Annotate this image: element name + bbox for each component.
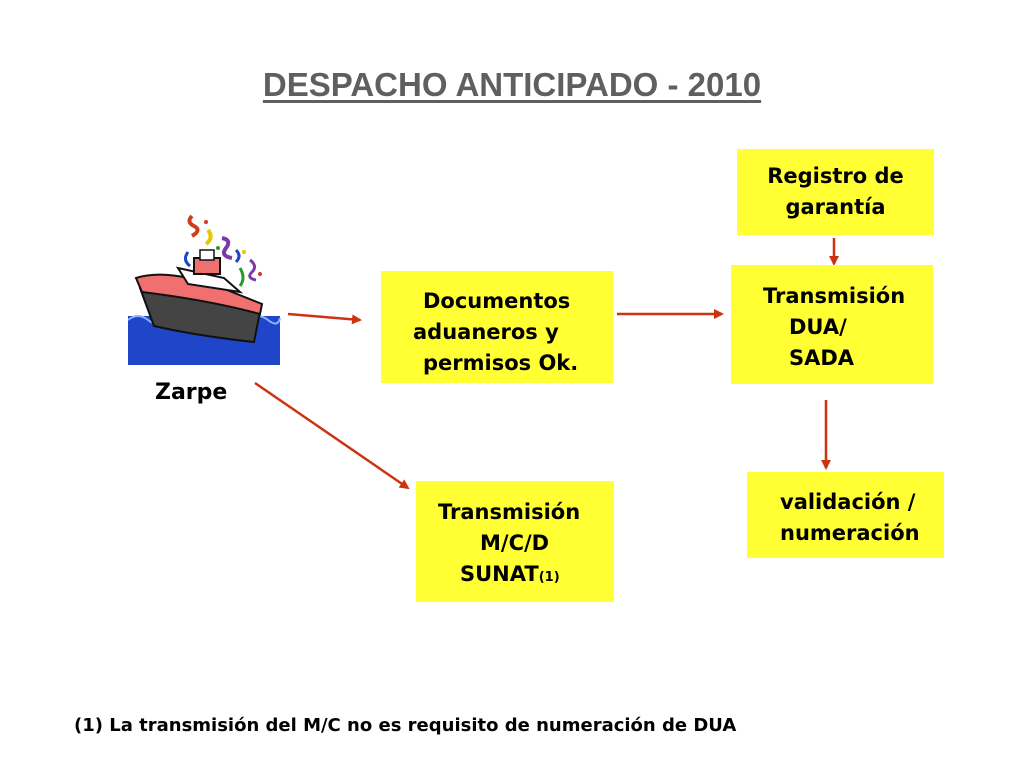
footnote-marker: (1): [538, 570, 560, 585]
validacion-line-2: numeración: [780, 521, 920, 545]
registro-box: [737, 149, 934, 235]
transmision-dua-box: [731, 265, 933, 384]
registro-line-2: garantía: [785, 195, 886, 219]
transmision-mcd-box: [416, 481, 614, 602]
arrow-zarpe-to-mcd: [255, 383, 408, 488]
transmision-dua-line-3: SADA: [789, 346, 855, 370]
arrow-zarpe-to-documentos: [288, 314, 360, 320]
transmision-mcd-line-2: M/C/D: [480, 531, 550, 555]
transmision-mcd-line-1: Transmisión: [438, 500, 581, 524]
documentos-line-1: Documentos: [423, 289, 571, 313]
validacion-line-1: validación /: [780, 490, 916, 514]
validacion-box: [747, 472, 944, 558]
transmision-dua-line-2: DUA/: [789, 315, 847, 339]
footnote: (1) La transmisión del M/C no es requisito de numeración de DUA: [74, 715, 737, 736]
transmision-mcd-sunat: SUNAT: [460, 562, 539, 586]
page-title: DESPACHO ANTICIPADO - 2010: [262, 66, 762, 103]
transmision-dua-line-1: Transmisión: [763, 284, 906, 308]
documentos-box: [381, 271, 613, 383]
zarpe-label: Zarpe: [155, 380, 228, 405]
documentos-line-2: aduaneros y: [413, 320, 559, 344]
documentos-line-3: permisos Ok.: [423, 351, 579, 375]
transmision-mcd-line-3: [416, 559, 614, 593]
registro-line-1: Registro de: [767, 164, 904, 188]
